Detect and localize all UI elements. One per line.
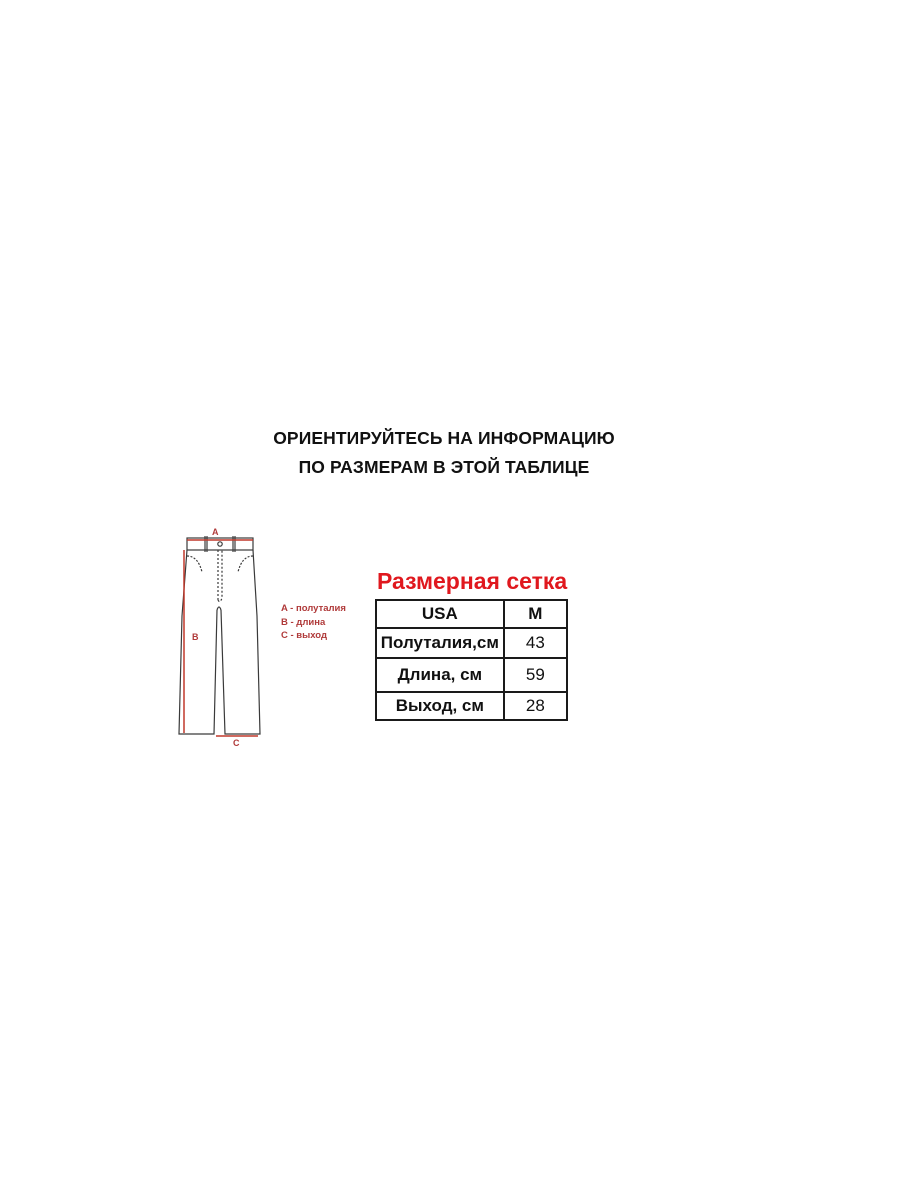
- row-value-cell: 59: [504, 658, 567, 692]
- label-a: A: [212, 527, 219, 537]
- header-label-cell: USA: [376, 600, 504, 628]
- row-label-cell: Полуталия,см: [376, 628, 504, 658]
- table-header-row: [376, 600, 567, 628]
- diagram-legend: [281, 602, 346, 643]
- page-heading: [0, 424, 888, 482]
- heading-line-1: ОРИЕНТИРУЙТЕСЬ НА ИНФОРМАЦИЮ: [273, 428, 615, 448]
- legend-item-b: B - длина: [281, 616, 326, 628]
- table-row: [376, 628, 567, 658]
- label-c: C: [233, 738, 240, 748]
- size-chart-title: Размерная сетка: [377, 568, 568, 594]
- label-b: B: [192, 632, 199, 642]
- row-label-cell: Длина, см: [376, 658, 504, 692]
- legend-item-a: A - полуталия: [281, 603, 346, 614]
- header-value-cell: M: [504, 600, 567, 628]
- row-value-cell: 43: [504, 628, 567, 658]
- row-value-cell: 28: [504, 692, 567, 720]
- row-label-cell: Выход, см: [376, 692, 504, 720]
- legend-item-c: C - выход: [281, 630, 328, 641]
- table-row: [376, 692, 567, 720]
- heading-line-2: ПО РАЗМЕРАМ В ЭТОЙ ТАБЛИЦЕ: [298, 457, 590, 477]
- size-chart-table: [375, 599, 568, 721]
- table-row: [376, 658, 567, 692]
